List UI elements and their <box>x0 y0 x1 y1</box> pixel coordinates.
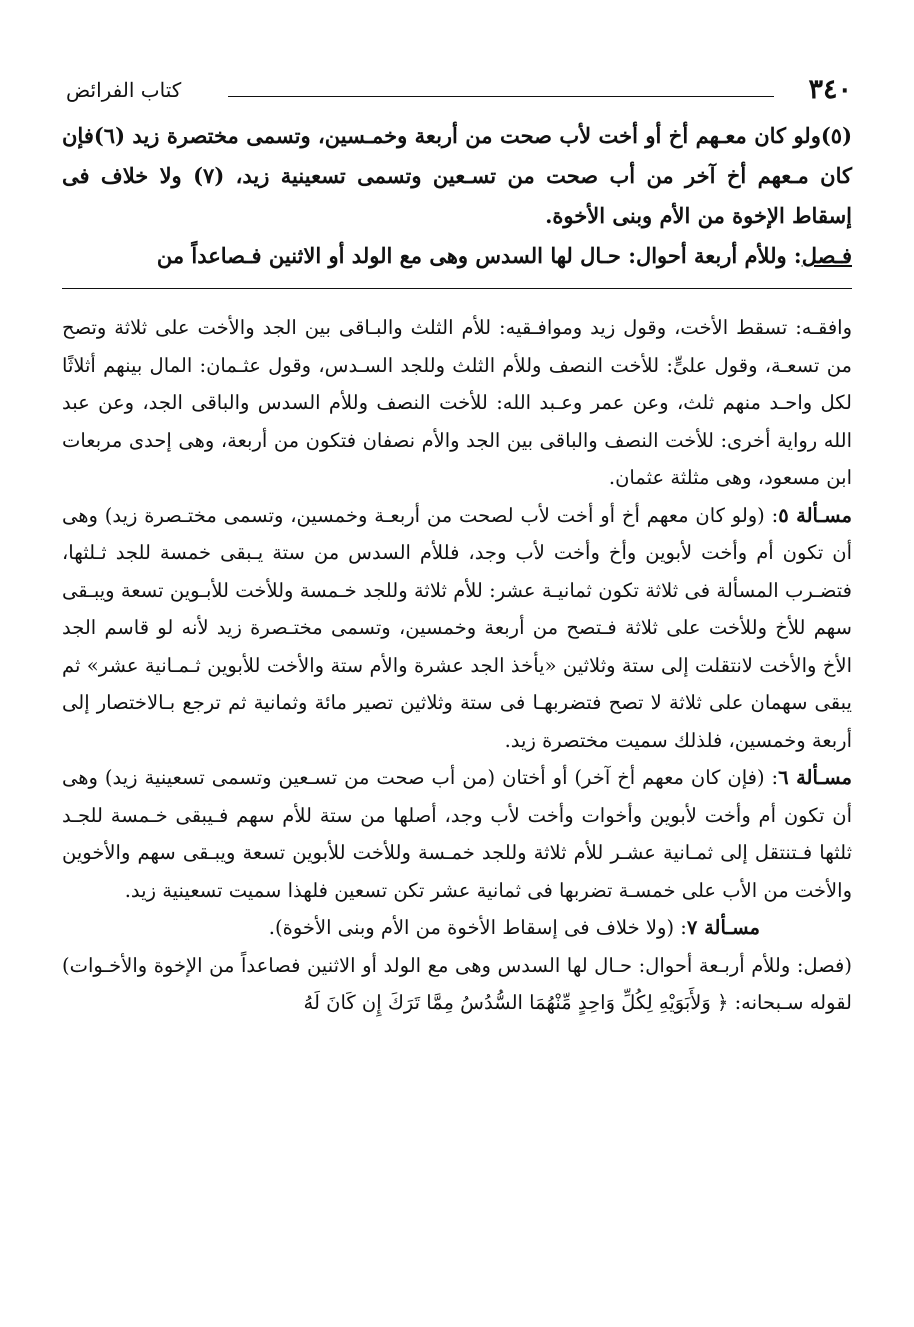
commentary <box>62 309 852 1022</box>
fasl-text: : وللأم أربعة أحوال: حـال لها السدس وهى مع الولد أو الاثنين فـصاعداً من <box>156 243 802 268</box>
commentary-paragraph: وافقـه: تسقط الأخت، وقول زيد وموافـقيه: للأم الثلث والبـاقى بين الجد والأخت على ثلاثة وتصح من تسعـة، وقول علىٍّ: للأخت النصف وللأم الثلث وللجد السـدس، وقول عثـمان: المال بينهم أثلاثًا لكل واحـد منهم ثلث، وعن عمر وعـبد الله: للأخت النصف وللأم السدس والباقى الجد، وعن عبد الله رواية أخرى: للأخت النصف والباقى بين الجد والأم نصفان فتكون من أربعة، وهى إحدى مربعات ابن مسعود، وهى مثلثة عثمان. <box>62 316 852 489</box>
masala-5-label: مسـألة ٥ <box>778 503 853 527</box>
separator-rule <box>62 288 852 289</box>
masala-6-text: : (فإن كان معهم أخ آخر) أو أختان (من أب صحت من تسـعين وتسمى تسعينية زيد) وهى أن تكون أم وأخت لأبوين وأخوات وأخت لأب وجد، أصلها من ستة للأم سهم فـيبقى خـمسة للجـد ثلثها فـتنتقل إلى ثمـانية عشـر للأم ثلاثة وللجد خمـسة وللأخت للأبوين تسعة ويبـقى سهم والأخوين والأخت من الأب على خمسـة تضربها فى ثمانية عشر تكن تسعين فلهذا سميت تسعينية زيد. <box>62 766 852 902</box>
page-number: ٣٤٠ <box>808 74 852 105</box>
header-rule <box>228 96 774 97</box>
masala-6-label: مسـألة ٦ <box>778 766 852 789</box>
main-text-paragraph: (٥)ولو كان معـهم أخ أو أخت لأب صحت من أربعة وخمـسين، وتسمى مختصرة زيد (٦)فإن كان مـعهم أخ آخر من أب صحت من تسـعين وتسمى تسعينية زيد، (٧) ولا خلاف فى إسقاط الإخوة من الأم وبنى الأخوة. <box>62 123 852 228</box>
page <box>62 70 852 1022</box>
main-text <box>62 116 852 276</box>
book-title: كتاب الفرائض <box>66 78 182 102</box>
masala-6 <box>62 759 852 909</box>
running-header <box>62 70 852 110</box>
masala-7-text: : (ولا خلاف فى إسقاط الأخوة من الأم وبنى الأخوة). <box>268 916 687 939</box>
masala-5 <box>62 497 852 760</box>
fasl-commentary: (فصل: وللأم أربـعة أحوال: حـال لها السدس وهى مع الولد أو الاثنين فصاعداً من الإخوة والأخـوات) لقوله سـبحانه: ﴿ وَلأَبَوَيْهِ لِكُلِّ وَاحِدٍ مِّنْهُمَا السُّدُسُ مِمَّا تَرَكَ إِن كَانَ لَهُ <box>62 953 852 1014</box>
fasl-heading: فـصل <box>801 243 852 268</box>
masala-7 <box>62 909 852 947</box>
masala-5-text: : (ولو كان معهم أخ أو أخت لأب لصحت من أربعـة وخمسين، وتسمى مختـصرة زيد) وهى أن تكون أم وأخت لأبوين وأخ وأخت لأب وجد، فللأم السدس من ستة يـبقى خمسة للجد ثـلثها، فتضـرب المسألة فى ثلاثة تكون ثمانيـة عشر: للأم ثلاثة وللجد خـمسة وللأخت للأبـوين تسعة ويبـقى سهم للأخ وللأخت على ثلاثة فـتصح من أربعة وخمسين، وتسمى مختـصرة زيد لأنه لو قاسم الجد الأخ والأخت لانتقلت إلى ستة وثلاثين «يأخذ الجد عشرة والأم ستة والأخت للأبوين ثـمـانية عشر» ثم يبقى سهمان على ثلاثة لا تصح فتضربهـا فى ستة وثلاثين تصير مائة وثمانية ثم ترجع بـالاختصار إلى أربعة وخمسين، فلذلك سميت مختصرة زيد. <box>62 503 852 752</box>
masala-7-label: مسـألة ٧ <box>686 916 760 939</box>
main-text-fasl-paragraph <box>62 236 852 276</box>
